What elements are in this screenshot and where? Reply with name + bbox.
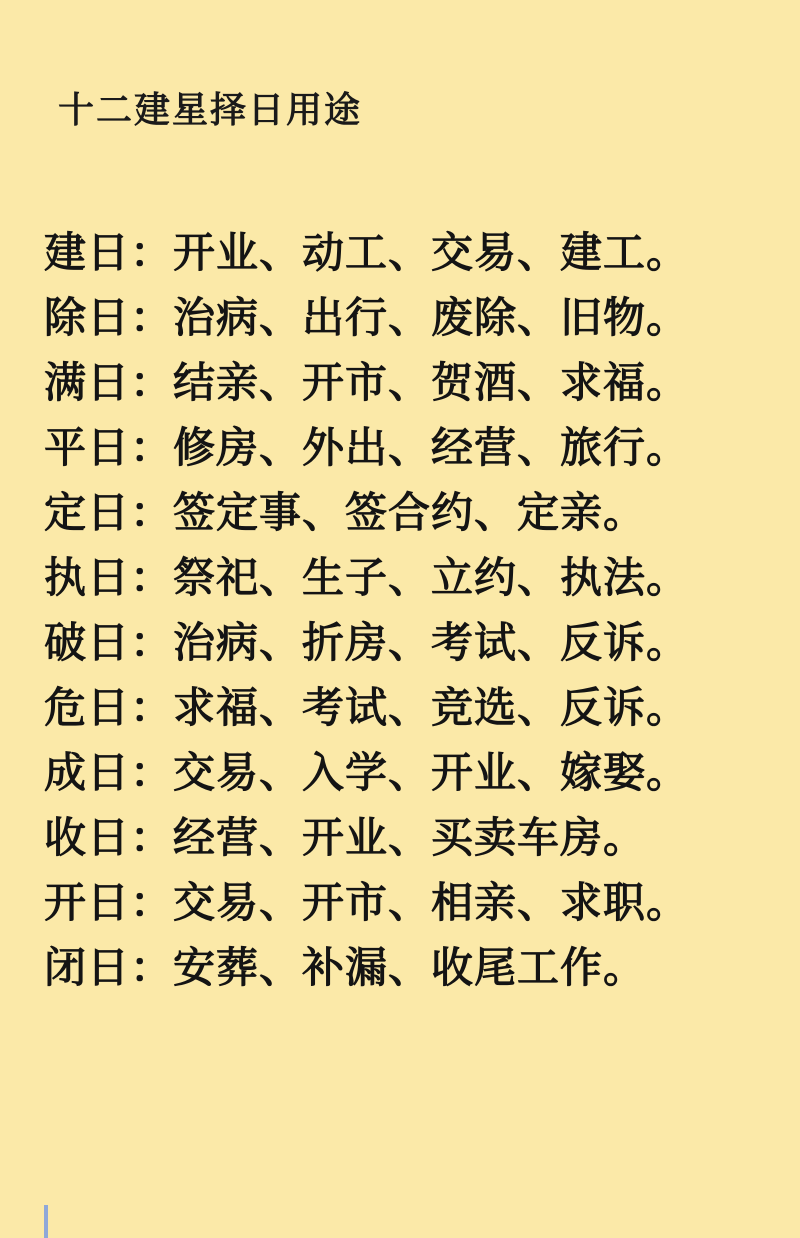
entry-label: 除日： xyxy=(44,294,174,341)
entry-text: 交易、入学、开业、嫁娶。 xyxy=(173,749,690,796)
page-marker xyxy=(44,1205,48,1238)
list-item xyxy=(44,684,764,731)
list-item xyxy=(44,749,764,796)
list-item xyxy=(44,294,764,341)
entry-label: 建日： xyxy=(44,229,174,276)
list-item xyxy=(44,424,764,471)
list-item xyxy=(44,619,764,666)
page-title: 十二建星择日用途 xyxy=(58,89,363,130)
entry-label: 定日： xyxy=(44,489,174,536)
list-item xyxy=(44,879,764,926)
entry-list xyxy=(44,229,764,1012)
entry-label: 闭日： xyxy=(44,944,174,991)
list-item xyxy=(44,489,764,536)
entry-label: 开日： xyxy=(44,879,174,926)
entry-label: 危日： xyxy=(44,684,174,731)
entry-label: 平日： xyxy=(44,424,174,471)
entry-text: 结亲、开市、贺酒、求福。 xyxy=(173,359,690,406)
entry-text: 治病、出行、废除、旧物。 xyxy=(173,294,690,341)
entry-text: 求福、考试、竞选、反诉。 xyxy=(173,684,690,731)
entry-label: 破日： xyxy=(44,619,174,666)
list-item xyxy=(44,359,764,406)
entry-text: 修房、外出、经营、旅行。 xyxy=(173,424,690,471)
entry-label: 成日： xyxy=(44,749,174,796)
entry-text: 祭祀、生子、立约、执法。 xyxy=(173,554,690,601)
entry-text: 经营、开业、买卖车房。 xyxy=(173,814,647,861)
entry-label: 收日： xyxy=(44,814,174,861)
entry-text: 交易、开市、相亲、求职。 xyxy=(173,879,690,926)
entry-text: 治病、折房、考试、反诉。 xyxy=(173,619,690,666)
list-item xyxy=(44,814,764,861)
entry-label: 执日： xyxy=(44,554,174,601)
list-item xyxy=(44,554,764,601)
list-item xyxy=(44,229,764,276)
list-item xyxy=(44,944,764,991)
entry-label: 满日： xyxy=(44,359,174,406)
entry-text: 签定事、签合约、定亲。 xyxy=(173,489,647,536)
entry-text: 开业、动工、交易、建工。 xyxy=(173,229,690,276)
entry-text: 安葬、补漏、收尾工作。 xyxy=(173,944,647,991)
